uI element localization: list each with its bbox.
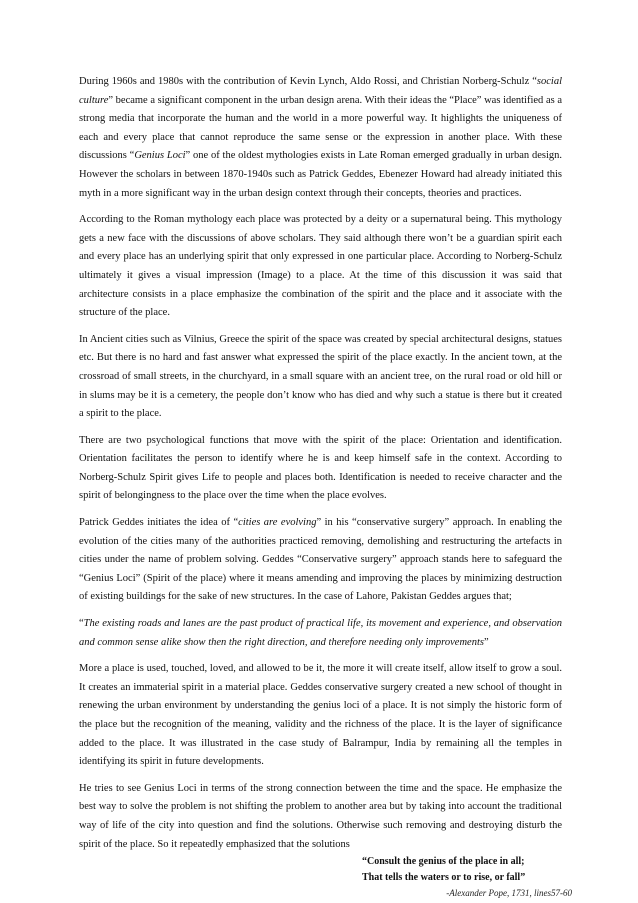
paragraph (79, 73, 562, 203)
paragraph (79, 514, 562, 607)
italic-text: Genius Loci (134, 150, 186, 162)
text-run: According to the Roman mythology each place was protected by a deity or a supernatural being. This mythology gets a new face with the discussions of above scholars. They said although there won’t be a guardian spirit each and every place has an underlying spirit that only expressed in one particular place. According to Norberg-Schulz ultimately it gives a visual impression (Image) to a place. At the time of this discussion it was said that architecture consists in a place emphasize the combination of the spirit and the place and it associate with the structure of the place. (79, 214, 562, 319)
text-run: Patrick Geddes initiates the idea of “ (79, 517, 239, 529)
paragraph (79, 211, 562, 323)
text-run: There are two psychological functions that move with the spirit of the place: Orientation and identification. Orientation facilitates the person to identify where he is and keep himself safe in the context. According to Norberg-Schulz Spirit gives Life to people and places both. Identification is needed to receive character and the spirit of belongingness to the place over the time when the place evolves. (79, 434, 562, 502)
paragraph (79, 432, 562, 506)
epigraph-line-2: That tells the waters or to rise, or fall” (362, 872, 526, 883)
epigraph-citation: -Alexander Pope, 1731, lines57-60 (446, 888, 572, 898)
text-run: “ (79, 618, 84, 630)
text-run: ” one of the oldest mythologies exists in Late Roman emerged gradually in urban design. However the scholars in between 1870-1940s such as Patrick Geddes, Ebenezer Howard had already initiated this myth in a more significant way in the urban design context through their concepts, theories and practices. (79, 150, 563, 199)
text-run: In Ancient cities such as Vilnius, Greece the spirit of the space was created by special architectural designs, statues etc. But there is no hard and fast answer what expressed the spirit of the place exactly. In the ancient town, at the crossroad of small streets, in the churchyard, in a small square with an ancient tree, on the rural road or old hill or in slums may be it is a cemetery, the people don’t know who has died and why such a statue is there but it created a spirit to the place. (79, 333, 562, 420)
epigraph-line-1: “Consult the genius of the place in all; (362, 856, 525, 867)
italic-text: The existing roads and lanes are the past product of practical life, its movement and experience, and observation and common sense alike show then the right direction, and therefore needing only improvements (79, 618, 562, 648)
paragraph (79, 331, 562, 424)
text-run: ” in his “conservative surgery” approach. In enabling the evolution of the cities many of the authorities practiced removing, demolishing and restructuring the artefacts in cities under the name of problem solving. Geddes “Conservative surgery” approach stands here to safeguard the “Genius Loci” (Spirit of the place) where it means amending and improving the places by minimizing destruction of existing buildings for the sake of new structures. In the case of Lahore, Pakistan Geddes argues that; (79, 517, 563, 603)
paragraph (79, 660, 562, 772)
text-run: During 1960s and 1980s with the contribution of Kevin Lynch, Aldo Rossi, and Christian Norberg-Schulz “ (79, 76, 537, 87)
text-run: ” became a significant component in the urban design arena. With their ideas the “Place” was identified as a strong media that incorporate the human and the world in a more powerful way. It highlights the uniqueness of each and every place that cannot reproduce the same sense or the expression in another place. With these discussions “ (79, 94, 562, 162)
body-text (79, 73, 562, 862)
block-quote (79, 615, 562, 652)
epigraph (362, 854, 572, 900)
text-run: More a place is used, touched, loved, and allowed to be it, the more it will create itself, allow itself to grow a soul. It creates an immaterial spirit in a material place. Geddes conservative surgery created a new school of thought in renewing the urban environment by understanding the genius loci of a place. It is not simply the historic form of the place but the recognition of the meaning, validity and the richness of the place. It is the layer of significance added to the place. It was illustrated in the case study of Balrampur, India by remaining all the temples in identifying its spirit in future developments. (79, 663, 562, 768)
italic-text: social culture (79, 76, 562, 106)
paragraph (79, 780, 562, 854)
text-run: He tries to see Genius Loci in terms of the strong connection between the time and the space. He emphasize the best way to solve the problem is not shifting the problem to another area but by taking into account the traditional way of life of the city into question and find the solutions. Otherwise such removing and destroying disturb the spirit of the place. So it repeatedly emphasized that the solutions (79, 782, 562, 850)
italic-text: cities are evolving (238, 517, 317, 529)
text-run: ” (483, 636, 489, 648)
